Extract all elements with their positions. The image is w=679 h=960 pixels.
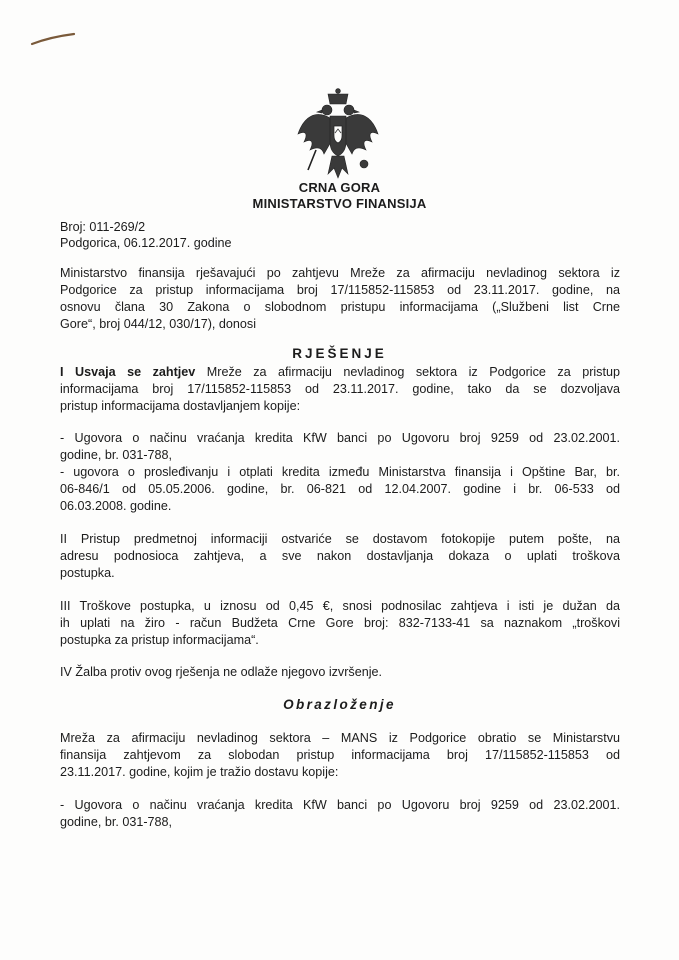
reasoning-line: finansija zahtjevom za slobodan pristup informacijama broj 17/115852-115853 od: [60, 748, 620, 762]
reasoning-line: Mreža za afirmaciju nevladinog sektora – MANS iz Podgorice obratio se Ministarstvu: [60, 731, 620, 745]
list-1-line: - ugovora o prosleđivanju i otplati kredita između Ministarstva finansija i Opštine Bar, br.: [60, 465, 620, 479]
reasoning-paragraph: [60, 730, 620, 781]
reasoning-line: 23.11.2017. godine, kojim je tražio dostavu kopije:: [60, 765, 339, 779]
section-2-line: postupka.: [60, 566, 115, 580]
coat-of-arms-icon: [294, 88, 382, 180]
section-1-paragraph: [60, 364, 620, 415]
section-3-line: III Troškove postupka, u iznosu od 0,45 €, snosi podnosilac zahtjeva i isti je dužan da: [60, 599, 620, 613]
ministry-heading: MINISTARSTVO FINANSIJA: [252, 196, 427, 211]
list-1-line: 06.03.2008. godine.: [60, 499, 172, 513]
intro-line: osnovu člana 30 Zakona o slobodnom pristupu informacijama („Službeni list Crne: [60, 300, 620, 314]
intro-line: Ministarstvo finansija rješavajući po zahtjevu Mreže za afirmaciju nevladinog sektora iz: [60, 266, 620, 280]
section-4-line: IV Žalba protiv ovog rješenja ne odlaže njegovo izvršenje.: [60, 665, 383, 679]
section-3-line: postupka za pristup informacijama“.: [60, 633, 259, 647]
list-2-line: godine, br. 031-788,: [60, 815, 173, 829]
section-1-line: pristup informacijama dostavljanjem kopije:: [60, 399, 301, 413]
place-date: Podgorica, 06.12.2017. godine: [60, 236, 232, 250]
section-2-line: adresu podnosioca zahtjeva, a sve nakon dostavljanja dokaza o uplati troškova: [60, 549, 620, 563]
list-1: [60, 430, 620, 515]
pen-stroke-mark: [30, 30, 80, 50]
decision-title: RJEŠENJE: [292, 346, 387, 361]
section-1-lead: I Usvaja se zahtjev: [60, 365, 196, 379]
intro-line: Podgorice za pristup informacijama broj 17/115852-115853 od 23.11.2017. godine, na: [60, 283, 620, 297]
section-3-line: ih uplati na žiro - račun Budžeta Crne Gore broj: 832-7133-41 sa naznakom „troškovi: [60, 616, 620, 630]
list-2-line: - Ugovora o načinu vraćanja kredita KfW banci po Ugovoru broj 9259 od 23.02.2001.: [60, 798, 620, 812]
reference-number: Broj: 011-269/2: [60, 220, 146, 234]
section-1-line: informacijama broj 17/115852-115853 od 23.11.2017. godine, tako da se dozvoljava: [60, 382, 620, 396]
list-1-line: godine, br. 031-788,: [60, 448, 173, 462]
reasoning-title: Obrazloženje: [283, 697, 396, 712]
list-2: [60, 797, 620, 831]
section-2-paragraph: [60, 531, 620, 582]
list-1-line: - Ugovora o načinu vraćanja kredita KfW banci po Ugovoru broj 9259 od 23.02.2001.: [60, 431, 620, 445]
section-1-line: [60, 364, 620, 381]
section-3-paragraph: [60, 598, 620, 649]
section-2-line: II Pristup predmetnoj informaciji ostvariće se dostavom fotokopije putem pošte, na: [60, 532, 620, 546]
intro-paragraph: [60, 265, 620, 333]
list-1-line: 06-846/1 od 05.05.2006. godine, br. 06-821 od 12.04.2007. godine i br. 06-533 od: [60, 482, 620, 496]
country-heading: CRNA GORA: [298, 180, 381, 195]
intro-line: Gore“, broj 044/12, 030/17), donosi: [60, 317, 257, 331]
section-1-line-rest: Mreže za afirmaciju nevladinog sektora iz Podgorice za pristup: [195, 365, 620, 379]
